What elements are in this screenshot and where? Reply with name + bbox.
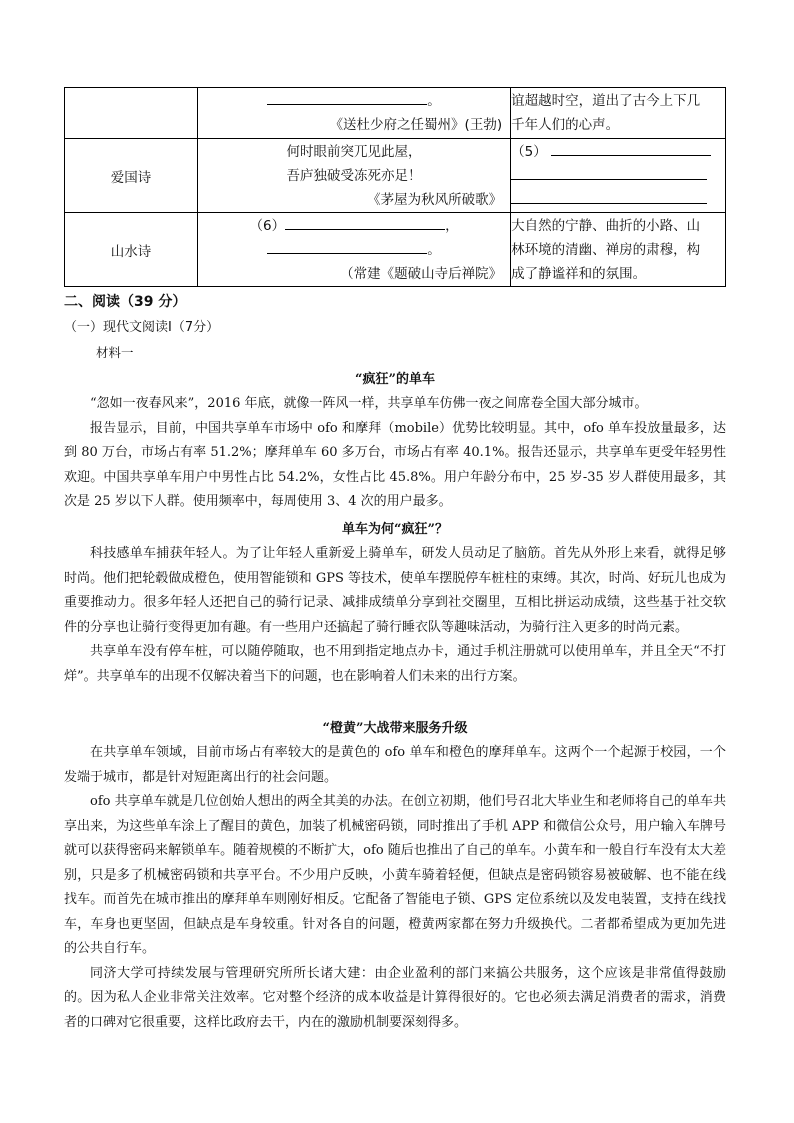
punct: 。 — [427, 241, 441, 258]
poem-cell — [197, 139, 510, 213]
article-block-2 — [64, 518, 726, 689]
article-paragraph: ofo 共享单车就是几位创始人想出的两全其美的办法。在创立初期，他们号召北大毕业生和老师将自己的单车共享出来，为这些单车涂上了醒目的黄色，加装了机械密码锁，同时推出了手机 APP 和微信公众号，用户输入车牌号就可以获得密码来解锁单车。随着规模的不断扩大，ofo 随后也推出了自己的单车。小黄车和一般自行车没有太大差别，只是多了机械密码锁和共享平台。不少用户反映，小黄车骑着轻便，但缺点是密码锁容易被破解、也不能在线找车。而首先在城市推出的摩拜单车则刚好相反。它配备了智能电子锁、GPS 定位系统以及发电装置，支持在线找车，车身也更坚固，但缺点是车身较重。针对各自的问题，橙黄两家都在努力升级换代。二者都希望成为更加先进的公共自行车。 — [64, 794, 726, 956]
punct: ， — [445, 217, 459, 234]
blank-line — [511, 188, 725, 212]
poem-line: 吾庐独破受冻死亦足！ — [286, 167, 422, 184]
poem-cell — [197, 213, 510, 287]
article-heading: “橙黄”大战带来服务升级 — [322, 721, 468, 736]
article-paragraph: 在共享单车领域，目前市场占有率较大的是黄色的 ofo 单车和橙色的摩拜单车。这两个一个起源于校园，一个发端于城市，都是针对短距离出行的社会问题。 — [64, 745, 726, 785]
appreciation-line: 林环境的清幽、禅房的肃穆，构 — [511, 241, 701, 258]
blank-line — [511, 164, 725, 188]
answer-blank[interactable] — [267, 239, 427, 254]
poem-row-landscape — [65, 213, 726, 287]
answer-blank[interactable] — [511, 189, 707, 204]
poem-line — [198, 214, 510, 238]
category-label: 爱国诗 — [65, 139, 198, 213]
poem-line — [198, 238, 510, 262]
article-paragraph: “忽如一夜春风来”，2016 年底，就像一阵风一样，共享单车仿佛一夜之间席卷全国大部分城市。 — [90, 396, 648, 411]
subsection-title: （一）现代文阅读Ⅰ（7分） — [64, 320, 220, 335]
material-label: 材料一 — [96, 345, 134, 360]
category-label: 山水诗 — [65, 213, 198, 287]
question-number: （5） — [511, 143, 547, 160]
answer-blank[interactable] — [285, 215, 445, 230]
answer-blank[interactable] — [551, 141, 711, 156]
poem-source: 《茅屋为秋风所破歌》 — [367, 191, 503, 208]
question-number: （6） — [249, 217, 286, 234]
poem-row-friendship — [65, 88, 726, 139]
poem-row-patriotic — [65, 139, 726, 213]
article-paragraph: 科技感单车捕获年轻人。为了让年轻人重新爱上骑单车，研发人员动足了脑筋。首先从外形上来看，就得足够时尚。他们把轮毂做成橙色，使用智能锁和 GPS 等技术，使单车摆脱停车桩柱的束缚。其次，时尚、好玩儿也成为重要推动力。很多年轻人还把自己的骑行记录、减排成绩单分享到社交圈里，互相比拼运动成绩，这些基于社交软件的分享也让骑行变得更加有趣。有一些用户还搞起了骑行睡衣队等趣味活动，为骑行注入更多的时尚元素。 — [64, 546, 726, 635]
poem-source: （常建《题破山寺后禅院》 — [340, 265, 503, 282]
poem-line: 何时眼前突兀见此屋， — [286, 143, 422, 160]
article-heading: “疯狂”的单车 — [355, 372, 435, 387]
poem-line — [198, 89, 510, 113]
article-paragraph: 报告显示，目前，中国共享单车市场中 ofo 和摩拜（mobile）优势比较明显。其中，ofo 单车投放量最多，达到 80 万台，市场占有率 51.2%；摩拜单车 60 多万台，市场占有率 40.1%。报告还显示，共享单车更受年轻男性欢迎。中国共享单车用户中男性占比 54.2%，女性占比 45.8%。用户年龄分布中，25 岁-35 岁人群使用最多，其次是 25 岁以下人群。使用频率中，每周使用 3、4 次的用户最多。 — [64, 420, 726, 509]
poem-source: 《送杜少府之任蜀州》(王勃) — [329, 117, 503, 133]
poem-cell — [197, 88, 510, 139]
blank-line — [511, 140, 725, 164]
appreciation-line: 成了静谧祥和的氛围。 — [511, 265, 647, 282]
section-title: 二、阅读（39 分） — [64, 294, 187, 310]
appreciation-cell — [511, 213, 726, 287]
article-block-3 — [64, 717, 726, 1035]
article-heading: 单车为何“疯狂”？ — [342, 522, 448, 537]
article-paragraph: 同济大学可持续发展与管理研究所所长诸大建：由企业盈利的部门来搞公共服务，这个应该是非常值得鼓励的。因为私人企业非常关注效率。它对整个经济的成本收益是计算得很好的。它也必须去满足消费者的需求，消费者的口碑对它很重要，这样比政府去干，内在的激励机制要深刻得多。 — [64, 965, 726, 1030]
poem-table — [64, 87, 726, 287]
category-cell — [65, 88, 198, 139]
article-block-1 — [64, 368, 726, 515]
appreciation-line: 千年人们的心声。 — [511, 117, 620, 133]
answer-blank[interactable] — [511, 165, 707, 180]
appreciation-line: 谊超越时空，道出了古今上下几 — [511, 93, 701, 109]
appreciation-cell — [511, 88, 726, 139]
appreciation-line: 大自然的宁静、曲折的小路、山 — [511, 217, 701, 234]
punct: 。 — [427, 93, 441, 109]
answer-blank[interactable] — [267, 90, 427, 105]
article-paragraph: 共享单车没有停车桩，可以随停随取，也不用到指定地点办卡，通过手机注册就可以使用单车，并且全天“不打烊”。共享单车的出现不仅解决着当下的问题，也在影响着人们未来的出行方案。 — [64, 644, 726, 684]
appreciation-cell — [511, 139, 726, 213]
